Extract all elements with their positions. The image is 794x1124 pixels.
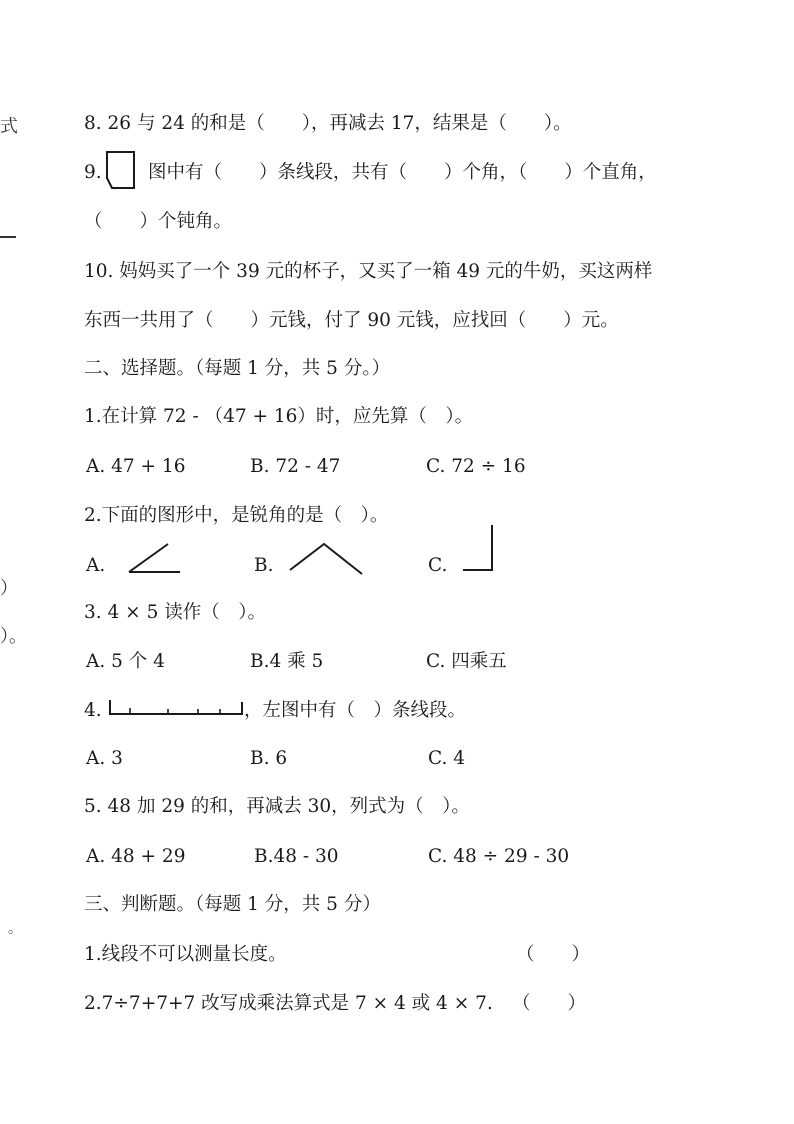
choice-q3-option-a: A. 5 个 4	[86, 651, 165, 672]
right-angle-figure	[460, 522, 500, 578]
obtuse-angle-figure	[288, 540, 364, 582]
acute-angle-figure	[126, 540, 186, 580]
choice-q5-option-c: C. 48 ÷ 29 - 30	[428, 846, 570, 867]
choice-q3-option-c: C. 四乘五	[426, 651, 507, 672]
choice-q4-option-b: B. 6	[250, 748, 288, 769]
margin-mark-1: 式	[0, 116, 18, 137]
question-8: 8. 26 与 24 的和是（ ），再减去 17，结果是（ ）。	[84, 113, 572, 134]
choice-q1-option-a: A. 47 + 16	[86, 456, 186, 477]
question-9-line2: （ ）个钝角。	[84, 211, 233, 232]
judge-q2-answer-paren: （ ）	[512, 993, 587, 1014]
question-9-number: 9.	[84, 162, 102, 183]
choice-q5-option-b: B.48 - 30	[254, 846, 339, 867]
choice-q5-stem: 5. 48 加 29 的和，再减去 30，列式为（ ）。	[84, 796, 470, 817]
choice-q2-option-b: B.	[254, 555, 274, 576]
choice-q3-option-b: B.4 乘 5	[250, 651, 324, 672]
choice-q4-stem: ，左图中有（ ）条线段。	[244, 700, 467, 721]
question-10-line2: 东西一共用了（ ）元钱，付了 90 元钱，应找回（ ）元。	[84, 310, 619, 331]
section-choice-header: 二、选择题。（每题 1 分，共 5 分。）	[84, 358, 391, 379]
question-9-text: 图中有（ ）条线段，共有（ ）个角，（ ）个直角，	[148, 162, 657, 183]
choice-q1-option-b: B. 72 - 47	[250, 456, 341, 477]
margin-mark-3: ）。	[0, 626, 27, 647]
margin-mark-2: ）	[0, 578, 18, 599]
judge-q1: 1.线段不可以测量长度。	[84, 944, 287, 965]
segment-figure	[108, 698, 244, 722]
choice-q4-option-a: A. 3	[86, 748, 123, 769]
choice-q5-option-a: A. 48 + 29	[86, 846, 186, 867]
section-judge-header: 三、判断题。（每题 1 分，共 5 分）	[84, 894, 381, 915]
choice-q1-option-c: C. 72 ÷ 16	[426, 456, 526, 477]
choice-q3-stem: 3. 4 × 5 读作（ ）。	[84, 602, 266, 623]
choice-q4-option-c: C. 4	[428, 748, 466, 769]
choice-q4-number: 4.	[84, 700, 102, 721]
choice-q2-option-c: C.	[428, 555, 448, 576]
question-10-line1: 10. 妈妈买了一个 39 元的杯子，又买了一箱 49 元的牛奶，买这两样	[84, 261, 653, 282]
choice-q1-stem: 1.在计算 72 - （47 + 16）时，应先算（ ）。	[84, 406, 474, 427]
choice-q2-stem: 2.下面的图形中，是锐角的是（ ）。	[84, 505, 389, 526]
choice-q2-option-a: A.	[86, 555, 106, 576]
judge-q1-answer-paren: （ ）	[516, 944, 591, 965]
judge-q2: 2.7÷7+7+7 改写成乘法算式是 7 × 4 或 4 × 7.	[84, 993, 493, 1014]
q9-quadrilateral-figure	[104, 148, 140, 196]
margin-mark-4: 。	[8, 921, 22, 937]
margin-rule	[0, 236, 16, 238]
